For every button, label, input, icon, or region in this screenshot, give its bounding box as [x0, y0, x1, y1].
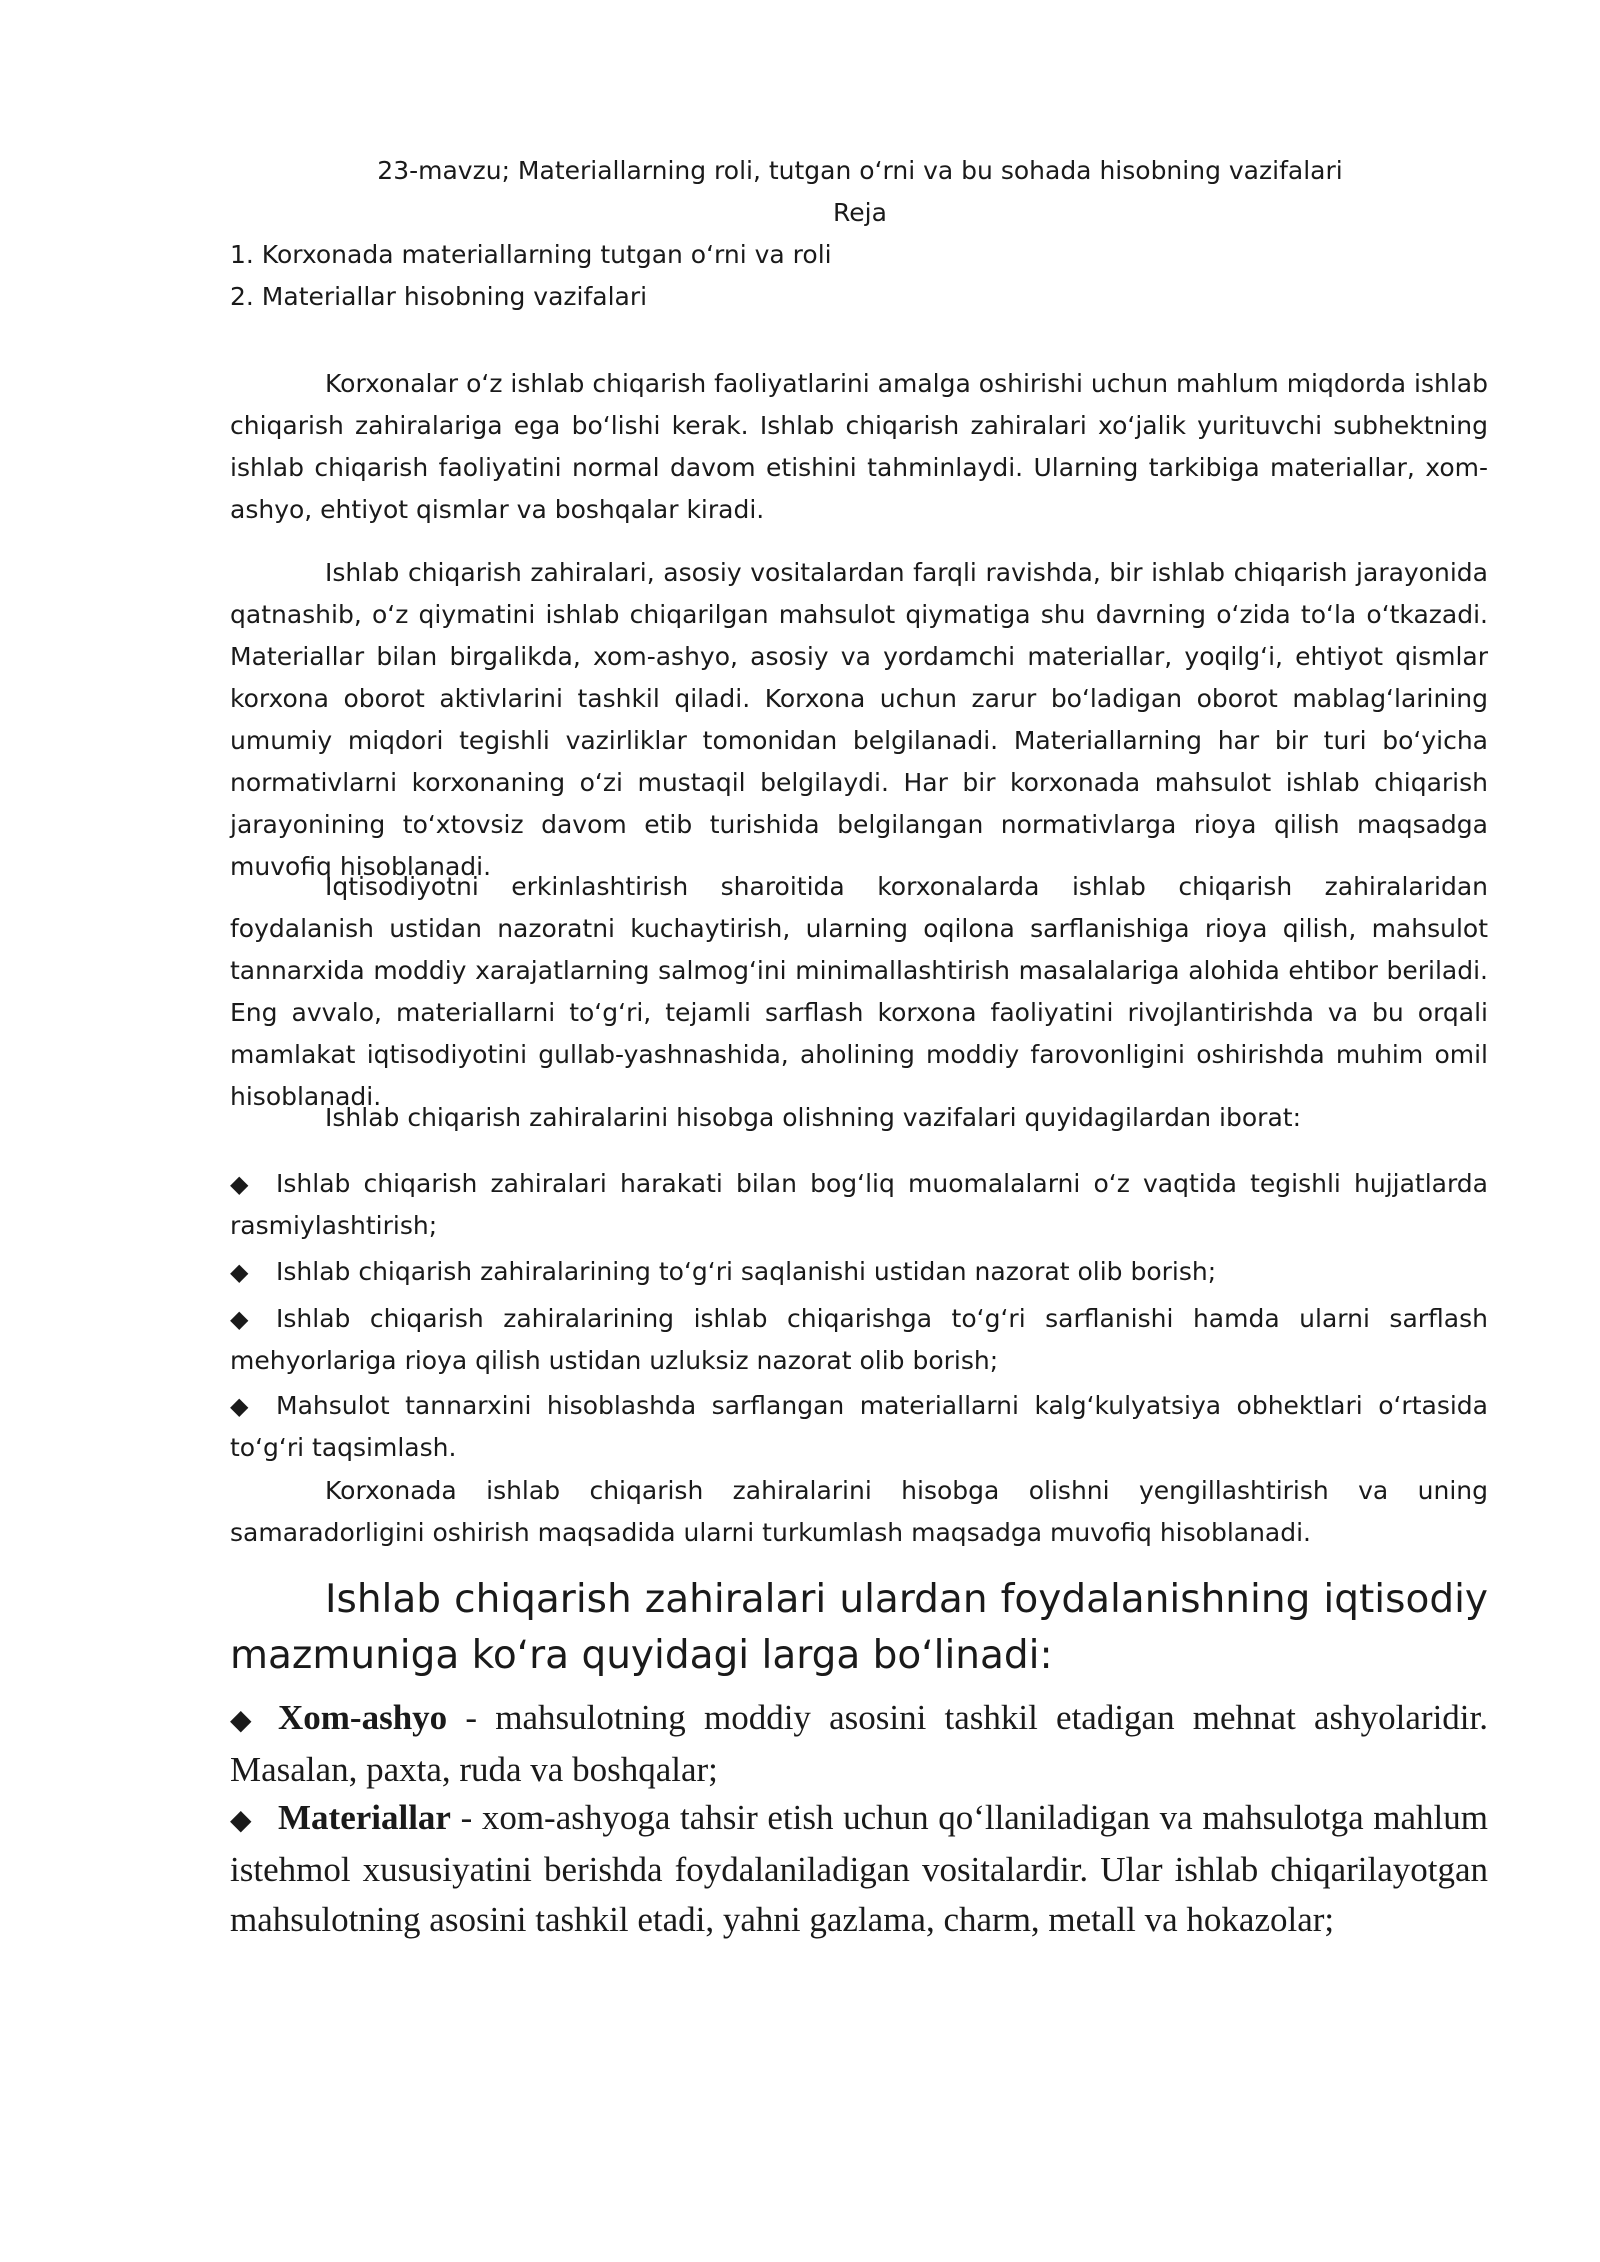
definition-text: - mahsulotning moddiy asosini tashkil etadigan mehnat ashyolaridir. Masalan, paxta, ruda va boshqalar; [230, 1698, 1488, 1789]
definition-term: Materiallar [278, 1798, 451, 1837]
classification-heading: Ishlab chiqarish zahiralari ulardan foydalanishning iqtisodiy mazmuniga koʻra quyidagi larga boʻlinadi: [230, 1577, 1488, 1678]
document-title: 23-mavzu; Materiallarning roli, tutgan oʻrni va bu sohada hisobning vazifalari [377, 156, 1343, 185]
diamond-bullet-icon: ◆ [230, 1170, 249, 1198]
diamond-bullet-icon: ◆ [230, 1305, 249, 1333]
paragraph-3: Iqtisodiyotni erkinlashtirish sharoitida korxonalarda ishlab chiqarish zahiralaridan foydalanish ustidan nazoratni kuchaytirish, ularning oqilona sarflanishiga rioya qilish, mahsulot tannarxida moddiy xarajatlarning salmogʻini minimallashtirish masalalariga alohida ehtibor beriladi. Eng avvalo, materiallarni toʻgʻri, tejamli sarflash korxona faoliyatini rivojlantirishda va bu orqali mamlakat iqtisodiyotini gullab-yashnashida, aholining moddiy farovonligini oshirishda muhim omil hisoblanadi. [230, 872, 1488, 1111]
list-item-text: Ishlab chiqarish zahiralarining ishlab chiqarishga toʻgʻri sarflanishi hamda ularni sarflash mehyorlariga rioya qilish ustidan uzluksiz nazorat olib borish; [230, 1304, 1488, 1375]
diamond-bullet-icon: ◆ [230, 1803, 252, 1836]
paragraph-2: Ishlab chiqarish zahiralari, asosiy vositalardan farqli ravishda, bir ishlab chiqarish jarayonida qatnashib, oʻz qiymatini ishlab chiqarilgan mahsulot qiymatiga shu davrning oʻzida toʻla oʻtkazadi. Materiallar bilan birgalikda, xom-ashyo, asosiy va yordamchi materiallar, yoqilgʻi, ehtiyot qismlar korxona oborot aktivlarini tashkil qiladi. Korxona uchun zarur boʻladigan oborot mablagʻlarining umumiy miqdori tegishli vazirliklar tomonidan belgilanadi. Materiallarning har bir turi boʻyicha normativlarni korxonaning oʻzi mustaqil belgilaydi. Har bir korxonada mahsulot ishlab chiqarish jarayonining toʻxtovsiz davom etib turishida belgilangan normativlarga rioya qilish maqsadga muvofiq hisoblanadi. [230, 558, 1488, 881]
closing-paragraph: Korxonada ishlab chiqarish zahiralarini hisobga olishni yengillashtirish va uning samaradorligini oshirish maqsadida ularni turkumlash maqsadga muvofiq hisoblanadi. [230, 1476, 1488, 1547]
definition-item [230, 1793, 1488, 1945]
diamond-bullet-icon: ◆ [230, 1258, 249, 1286]
list-item-text: Mahsulot tannarxini hisoblashda sarflangan materiallarni kalgʻkulyatsiya obhektlari oʻrtasida toʻgʻri taqsimlash. [230, 1391, 1488, 1462]
plan-item-1: 1. Korxonada materiallarning tutgan oʻrni va roli [230, 240, 832, 269]
diamond-bullet-icon: ◆ [230, 1703, 252, 1736]
plan-item-2: 2. Materiallar hisobning vazifalari [230, 282, 648, 311]
paragraph-4: Ishlab chiqarish zahiralarini hisobga olishning vazifalari quyidagilardan iborat: [325, 1103, 1301, 1132]
list-item [230, 1163, 1488, 1247]
list-item-text: Ishlab chiqarish zahiralari harakati bilan bogʻliq muomalalarni oʻz vaqtida tegishli hujjatlarda rasmiylashtirish; [230, 1169, 1488, 1240]
paragraph-1: Korxonalar oʻz ishlab chiqarish faoliyatlarini amalga oshirishi uchun mahlum miqdorda ishlab chiqarish zahiralariga ega boʻlishi kerak. Ishlab chiqarish zahiralari xoʻjalik yurituvchi subhektning ishlab chiqarish faoliyatini normal davom etishini tahminlaydi. Ularning tarkibiga materiallar, xom-ashyo, ehtiyot qismlar va boshqalar kiradi. [230, 369, 1488, 524]
list-item-text: Ishlab chiqarish zahiralarining toʻgʻri saqlanishi ustidan nazorat olib borish; [276, 1257, 1217, 1286]
list-item [230, 1298, 1488, 1382]
definition-term: Xom-ashyo [278, 1698, 448, 1737]
plan-heading: Reja [833, 198, 887, 227]
definition-item [230, 1693, 1488, 1795]
definition-text: - xom-ashyoga tahsir etish uchun qoʻllaniladigan va mahsulotga mahlum istehmol xususiyatini berishda foydalaniladigan vositalardir. Ular ishlab chiqarilayotgan mahsulotning asosini tashkil etadi, yahni gazlama, charm, metall va hokazolar; [230, 1798, 1488, 1939]
diamond-bullet-icon: ◆ [230, 1392, 249, 1420]
list-item [230, 1251, 1488, 1293]
list-item [230, 1385, 1488, 1469]
